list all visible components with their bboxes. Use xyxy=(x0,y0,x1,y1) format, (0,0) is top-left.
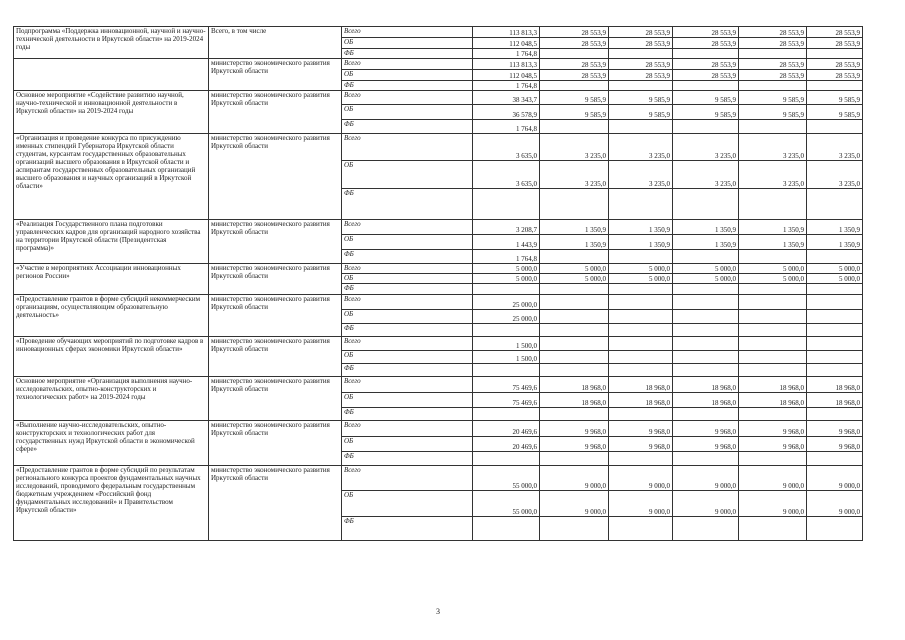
funding-source-cell: ОБ xyxy=(342,393,473,408)
year-amount-cell: 1 350,9 xyxy=(673,235,739,250)
table-row xyxy=(14,337,863,351)
year-amount-cell xyxy=(540,310,609,324)
year-amount-cell: 9 000,0 xyxy=(540,466,609,491)
year-amount-cell: 9 000,0 xyxy=(739,491,807,517)
year-amount-cell: 9 585,9 xyxy=(673,105,739,120)
funding-source-cell: ОБ xyxy=(342,105,473,120)
year-amount-cell: 5 000,0 xyxy=(540,264,609,274)
funding-source-cell: Всего xyxy=(342,337,473,351)
total-amount-cell: 112 048,5 xyxy=(473,70,540,81)
year-amount-cell xyxy=(673,364,739,377)
year-amount-cell: 28 553,9 xyxy=(807,38,863,49)
program-name-cell xyxy=(14,59,209,91)
year-amount-cell xyxy=(739,295,807,310)
total-amount-cell: 25 000,0 xyxy=(473,295,540,310)
year-amount-cell: 9 968,0 xyxy=(673,437,739,452)
year-amount-cell xyxy=(540,337,609,351)
year-amount-cell: 1 350,9 xyxy=(739,235,807,250)
year-amount-cell: 1 350,9 xyxy=(609,220,673,235)
year-amount-cell xyxy=(807,408,863,421)
year-amount-cell xyxy=(540,364,609,377)
year-amount-cell: 28 553,9 xyxy=(807,70,863,81)
year-amount-cell xyxy=(673,120,739,134)
year-amount-cell: 9 000,0 xyxy=(739,466,807,491)
total-amount-cell xyxy=(473,284,540,295)
year-amount-cell xyxy=(609,81,673,91)
responsible-cell: Всего, в том числе xyxy=(209,27,342,59)
year-amount-cell xyxy=(807,49,863,59)
year-amount-cell: 9 585,9 xyxy=(807,105,863,120)
responsible-cell: министерство экономического развития Иркутской области xyxy=(209,264,342,295)
table-row xyxy=(14,220,863,235)
funding-source-cell: ФБ xyxy=(342,120,473,134)
year-amount-cell xyxy=(673,351,739,364)
year-amount-cell xyxy=(540,517,609,541)
table-row xyxy=(14,91,863,105)
table-row xyxy=(14,421,863,437)
year-amount-cell xyxy=(807,310,863,324)
year-amount-cell xyxy=(673,81,739,91)
total-amount-cell xyxy=(473,408,540,421)
year-amount-cell xyxy=(609,408,673,421)
program-name-cell: «Реализация Государственного плана подготовки управленческих кадров для организаций народного хозяйства на территории Иркутской области (Президентская программа)» xyxy=(14,220,209,264)
year-amount-cell xyxy=(807,189,863,220)
year-amount-cell xyxy=(609,120,673,134)
year-amount-cell xyxy=(739,408,807,421)
total-amount-cell: 5 000,0 xyxy=(473,274,540,284)
year-amount-cell: 1 350,9 xyxy=(807,220,863,235)
year-amount-cell: 28 553,9 xyxy=(540,70,609,81)
total-amount-cell: 75 469,6 xyxy=(473,377,540,393)
year-amount-cell: 28 553,9 xyxy=(540,59,609,70)
year-amount-cell xyxy=(807,81,863,91)
year-amount-cell: 3 235,0 xyxy=(739,134,807,161)
program-name-cell: Основное мероприятие «Организация выполнения научно-исследовательских, опытно-конструкторских и технологических работ» на 2019-2024 годы xyxy=(14,377,209,421)
year-amount-cell xyxy=(739,81,807,91)
total-amount-cell: 5 000,0 xyxy=(473,264,540,274)
year-amount-cell: 5 000,0 xyxy=(807,264,863,274)
table-body xyxy=(14,27,863,541)
year-amount-cell xyxy=(540,408,609,421)
year-amount-cell: 9 000,0 xyxy=(609,466,673,491)
funding-source-cell: ФБ xyxy=(342,189,473,220)
year-amount-cell: 18 968,0 xyxy=(739,393,807,408)
year-amount-cell: 28 553,9 xyxy=(739,59,807,70)
program-name-cell: «Участие в мероприятиях Ассоциации инновационных регионов России» xyxy=(14,264,209,295)
year-amount-cell xyxy=(540,120,609,134)
total-amount-cell: 1 500,0 xyxy=(473,337,540,351)
program-name-cell: «Предоставление грантов в форме субсидий по результатам регионального конкурса проектов фундаментальных научных исследований, проводимого федеральным государственным бюджетным учреждением «Российский фонд фундаментальных исследований» и Правительством Иркутской области» xyxy=(14,466,209,541)
year-amount-cell xyxy=(609,364,673,377)
year-amount-cell xyxy=(673,337,739,351)
year-amount-cell: 28 553,9 xyxy=(540,27,609,38)
year-amount-cell: 1 350,9 xyxy=(673,220,739,235)
year-amount-cell xyxy=(739,337,807,351)
year-amount-cell: 3 235,0 xyxy=(609,161,673,189)
total-amount-cell: 3 635,0 xyxy=(473,134,540,161)
responsible-cell: министерство экономического развития Иркутской области xyxy=(209,220,342,264)
responsible-cell: министерство экономического развития Иркутской области xyxy=(209,59,342,91)
responsible-cell: министерство экономического развития Иркутской области xyxy=(209,377,342,421)
program-name-cell: «Проведение обучающих мероприятий по подготовке кадров в инновационных сферах экономики Иркутской области» xyxy=(14,337,209,377)
year-amount-cell: 5 000,0 xyxy=(739,264,807,274)
total-amount-cell: 55 000,0 xyxy=(473,466,540,491)
year-amount-cell: 9 585,9 xyxy=(739,105,807,120)
year-amount-cell xyxy=(739,189,807,220)
year-amount-cell xyxy=(673,284,739,295)
year-amount-cell xyxy=(739,49,807,59)
year-amount-cell xyxy=(609,49,673,59)
year-amount-cell: 9 968,0 xyxy=(739,421,807,437)
responsible-cell: министерство экономического развития Иркутской области xyxy=(209,337,342,377)
table-row xyxy=(14,295,863,310)
year-amount-cell: 28 553,9 xyxy=(609,59,673,70)
funding-source-cell: ОБ xyxy=(342,161,473,189)
year-amount-cell xyxy=(540,452,609,466)
funding-source-cell: Всего xyxy=(342,220,473,235)
year-amount-cell: 9 000,0 xyxy=(673,491,739,517)
year-amount-cell: 18 968,0 xyxy=(540,393,609,408)
program-name-cell: «Организация и проведение конкурса по присуждению именных стипендий Губернатора Иркутской области студентам, курсантам государственных образовательных организаций высшего образования в Иркутской области и аспирантам государственных образовательных организаций высшего образования и научных организаций в Иркутской области» xyxy=(14,134,209,220)
year-amount-cell: 28 553,9 xyxy=(739,38,807,49)
table-row xyxy=(14,134,863,161)
total-amount-cell: 1 764,8 xyxy=(473,81,540,91)
year-amount-cell xyxy=(673,250,739,264)
year-amount-cell xyxy=(807,284,863,295)
year-amount-cell: 5 000,0 xyxy=(739,274,807,284)
total-amount-cell: 3 635,0 xyxy=(473,161,540,189)
year-amount-cell: 28 553,9 xyxy=(739,27,807,38)
total-amount-cell: 113 813,3 xyxy=(473,27,540,38)
page-number: 3 xyxy=(436,607,440,616)
year-amount-cell: 9 968,0 xyxy=(609,421,673,437)
funding-source-cell: ОБ xyxy=(342,274,473,284)
year-amount-cell xyxy=(540,189,609,220)
year-amount-cell xyxy=(739,351,807,364)
funding-source-cell: Всего xyxy=(342,27,473,38)
total-amount-cell xyxy=(473,517,540,541)
total-amount-cell: 1 443,9 xyxy=(473,235,540,250)
year-amount-cell: 3 235,0 xyxy=(807,134,863,161)
year-amount-cell xyxy=(609,324,673,337)
year-amount-cell: 3 235,0 xyxy=(540,134,609,161)
year-amount-cell xyxy=(609,310,673,324)
funding-source-cell: ФБ xyxy=(342,250,473,264)
year-amount-cell xyxy=(807,295,863,310)
year-amount-cell: 9 968,0 xyxy=(807,437,863,452)
year-amount-cell: 9 585,9 xyxy=(609,91,673,105)
year-amount-cell: 18 968,0 xyxy=(807,377,863,393)
year-amount-cell xyxy=(807,452,863,466)
year-amount-cell xyxy=(540,284,609,295)
year-amount-cell xyxy=(739,310,807,324)
table-row xyxy=(14,377,863,393)
year-amount-cell: 28 553,9 xyxy=(673,70,739,81)
year-amount-cell xyxy=(807,364,863,377)
total-amount-cell: 38 343,7 xyxy=(473,91,540,105)
funding-source-cell: Всего xyxy=(342,377,473,393)
program-name-cell: Подпрограмма «Поддержка инновационной, научной и научно-технической деятельности в Иркутской области» на 2019-2024 годы xyxy=(14,27,209,59)
year-amount-cell: 9 000,0 xyxy=(673,466,739,491)
year-amount-cell: 28 553,9 xyxy=(807,27,863,38)
year-amount-cell: 28 553,9 xyxy=(673,59,739,70)
year-amount-cell: 18 968,0 xyxy=(540,377,609,393)
table-row xyxy=(14,264,863,274)
funding-source-cell: ОБ xyxy=(342,351,473,364)
year-amount-cell: 5 000,0 xyxy=(673,274,739,284)
year-amount-cell xyxy=(609,284,673,295)
year-amount-cell: 9 968,0 xyxy=(609,437,673,452)
year-amount-cell: 3 235,0 xyxy=(739,161,807,189)
total-amount-cell: 1 500,0 xyxy=(473,351,540,364)
year-amount-cell xyxy=(739,250,807,264)
year-amount-cell xyxy=(540,81,609,91)
year-amount-cell: 9 000,0 xyxy=(609,491,673,517)
table-row xyxy=(14,466,863,491)
total-amount-cell: 113 813,3 xyxy=(473,59,540,70)
year-amount-cell: 9 968,0 xyxy=(673,421,739,437)
year-amount-cell xyxy=(540,351,609,364)
year-amount-cell xyxy=(609,517,673,541)
total-amount-cell xyxy=(473,364,540,377)
funding-source-cell: Всего xyxy=(342,466,473,491)
year-amount-cell xyxy=(739,517,807,541)
year-amount-cell xyxy=(807,337,863,351)
responsible-cell: министерство экономического развития Иркутской области xyxy=(209,134,342,220)
year-amount-cell xyxy=(673,517,739,541)
funding-source-cell: ФБ xyxy=(342,81,473,91)
total-amount-cell: 112 048,5 xyxy=(473,38,540,49)
total-amount-cell: 1 764,8 xyxy=(473,250,540,264)
year-amount-cell: 9 968,0 xyxy=(739,437,807,452)
year-amount-cell: 1 350,9 xyxy=(540,235,609,250)
year-amount-cell: 9 000,0 xyxy=(540,491,609,517)
year-amount-cell: 9 968,0 xyxy=(540,437,609,452)
year-amount-cell: 28 553,9 xyxy=(540,38,609,49)
year-amount-cell: 18 968,0 xyxy=(609,393,673,408)
year-amount-cell: 5 000,0 xyxy=(609,264,673,274)
responsible-cell: министерство экономического развития Иркутской области xyxy=(209,295,342,337)
year-amount-cell xyxy=(673,452,739,466)
funding-source-cell: ФБ xyxy=(342,408,473,421)
year-amount-cell: 5 000,0 xyxy=(807,274,863,284)
year-amount-cell: 28 553,9 xyxy=(609,38,673,49)
year-amount-cell: 28 553,9 xyxy=(609,27,673,38)
total-amount-cell: 55 000,0 xyxy=(473,491,540,517)
funding-source-cell: Всего xyxy=(342,421,473,437)
funding-source-cell: ФБ xyxy=(342,324,473,337)
responsible-cell: министерство экономического развития Иркутской области xyxy=(209,91,342,134)
year-amount-cell: 1 350,9 xyxy=(609,235,673,250)
year-amount-cell xyxy=(673,310,739,324)
funding-source-cell: Всего xyxy=(342,91,473,105)
responsible-cell: министерство экономического развития Иркутской области xyxy=(209,421,342,466)
year-amount-cell: 18 968,0 xyxy=(609,377,673,393)
year-amount-cell xyxy=(609,189,673,220)
year-amount-cell xyxy=(807,351,863,364)
year-amount-cell: 3 235,0 xyxy=(673,134,739,161)
year-amount-cell: 9 585,9 xyxy=(673,91,739,105)
year-amount-cell xyxy=(807,120,863,134)
year-amount-cell: 1 350,9 xyxy=(540,220,609,235)
funding-source-cell: ФБ xyxy=(342,452,473,466)
year-amount-cell: 28 553,9 xyxy=(739,70,807,81)
funding-source-cell: ФБ xyxy=(342,284,473,295)
year-amount-cell: 28 553,9 xyxy=(673,27,739,38)
year-amount-cell xyxy=(739,452,807,466)
funding-source-cell: ОБ xyxy=(342,310,473,324)
table-row xyxy=(14,27,863,38)
funding-source-cell: Всего xyxy=(342,59,473,70)
year-amount-cell xyxy=(739,364,807,377)
funding-source-cell: ОБ xyxy=(342,235,473,250)
total-amount-cell: 1 764,8 xyxy=(473,120,540,134)
year-amount-cell xyxy=(739,324,807,337)
program-name-cell: «Выполнение научно-исследовательских, опытно-конструкторских и технологических работ для государственных нужд Иркутской области в экономической сфере» xyxy=(14,421,209,466)
program-name-cell: «Предоставление грантов в форме субсидий некоммерческим организациям, осуществляющим образовательную деятельность» xyxy=(14,295,209,337)
responsible-cell: министерство экономического развития Иркутской области xyxy=(209,466,342,541)
year-amount-cell: 18 968,0 xyxy=(739,377,807,393)
year-amount-cell: 9 585,9 xyxy=(540,105,609,120)
year-amount-cell: 9 968,0 xyxy=(540,421,609,437)
year-amount-cell: 9 968,0 xyxy=(807,421,863,437)
year-amount-cell xyxy=(540,295,609,310)
funding-source-cell: ОБ xyxy=(342,437,473,452)
total-amount-cell: 25 000,0 xyxy=(473,310,540,324)
year-amount-cell: 18 968,0 xyxy=(673,393,739,408)
year-amount-cell xyxy=(673,189,739,220)
funding-source-cell: ФБ xyxy=(342,49,473,59)
year-amount-cell: 18 968,0 xyxy=(673,377,739,393)
year-amount-cell xyxy=(540,324,609,337)
funding-source-cell: ФБ xyxy=(342,517,473,541)
year-amount-cell xyxy=(739,284,807,295)
year-amount-cell xyxy=(807,250,863,264)
year-amount-cell: 5 000,0 xyxy=(540,274,609,284)
year-amount-cell: 9 585,9 xyxy=(807,91,863,105)
total-amount-cell: 3 208,7 xyxy=(473,220,540,235)
total-amount-cell: 20 469,6 xyxy=(473,437,540,452)
funding-source-cell: ОБ xyxy=(342,491,473,517)
total-amount-cell: 36 578,9 xyxy=(473,105,540,120)
funding-source-cell: Всего xyxy=(342,264,473,274)
year-amount-cell: 1 350,9 xyxy=(807,235,863,250)
year-amount-cell xyxy=(807,324,863,337)
year-amount-cell: 1 350,9 xyxy=(739,220,807,235)
year-amount-cell xyxy=(609,351,673,364)
table-row xyxy=(14,59,863,70)
year-amount-cell xyxy=(673,295,739,310)
total-amount-cell: 1 764,8 xyxy=(473,49,540,59)
funding-source-cell: ФБ xyxy=(342,364,473,377)
year-amount-cell: 3 235,0 xyxy=(673,161,739,189)
year-amount-cell xyxy=(609,295,673,310)
year-amount-cell: 5 000,0 xyxy=(609,274,673,284)
year-amount-cell: 5 000,0 xyxy=(673,264,739,274)
total-amount-cell xyxy=(473,452,540,466)
year-amount-cell: 28 553,9 xyxy=(609,70,673,81)
total-amount-cell xyxy=(473,324,540,337)
funding-source-cell: Всего xyxy=(342,134,473,161)
year-amount-cell: 3 235,0 xyxy=(609,134,673,161)
year-amount-cell: 28 553,9 xyxy=(673,38,739,49)
year-amount-cell: 3 235,0 xyxy=(540,161,609,189)
year-amount-cell: 3 235,0 xyxy=(807,161,863,189)
year-amount-cell xyxy=(540,49,609,59)
year-amount-cell xyxy=(609,452,673,466)
year-amount-cell xyxy=(673,49,739,59)
year-amount-cell: 9 000,0 xyxy=(807,466,863,491)
year-amount-cell: 28 553,9 xyxy=(807,59,863,70)
year-amount-cell xyxy=(609,337,673,351)
year-amount-cell: 9 585,9 xyxy=(739,91,807,105)
year-amount-cell xyxy=(807,517,863,541)
year-amount-cell xyxy=(540,250,609,264)
total-amount-cell: 75 469,6 xyxy=(473,393,540,408)
year-amount-cell xyxy=(673,324,739,337)
funding-source-cell: ОБ xyxy=(342,38,473,49)
year-amount-cell: 9 000,0 xyxy=(807,491,863,517)
total-amount-cell xyxy=(473,189,540,220)
year-amount-cell: 18 968,0 xyxy=(807,393,863,408)
funding-source-cell: ОБ xyxy=(342,70,473,81)
funding-source-cell: Всего xyxy=(342,295,473,310)
program-name-cell: Основное мероприятие «Содействие развитию научной, научно-технической и инновационной деятельности в Иркутской области» на 2019-2024 годы xyxy=(14,91,209,134)
year-amount-cell: 9 585,9 xyxy=(540,91,609,105)
year-amount-cell xyxy=(609,250,673,264)
total-amount-cell: 20 469,6 xyxy=(473,421,540,437)
year-amount-cell xyxy=(673,408,739,421)
year-amount-cell xyxy=(739,120,807,134)
budget-table xyxy=(13,26,863,541)
year-amount-cell: 9 585,9 xyxy=(609,105,673,120)
